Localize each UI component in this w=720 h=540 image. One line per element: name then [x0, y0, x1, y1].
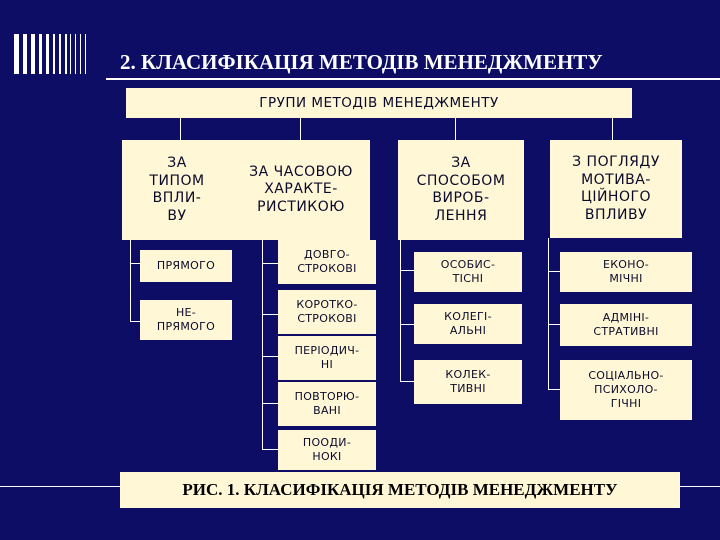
- method-collective: КОЛЕК- ТИВНІ: [414, 360, 522, 404]
- connector: [400, 238, 401, 382]
- connector: [548, 271, 560, 272]
- connector: [400, 270, 414, 271]
- slide-title: 2. КЛАСИФІКАЦІЯ МЕТОДІВ МЕНЕДЖМЕНТУ: [120, 50, 603, 74]
- connector: [400, 324, 414, 325]
- connector: [262, 314, 278, 315]
- methods-groups-header: ГРУПИ МЕТОДІВ МЕНЕДЖМЕНТУ: [126, 88, 632, 118]
- connector: [548, 238, 549, 390]
- method-single: ПООДИ- НОКІ: [278, 430, 376, 470]
- connector: [262, 263, 278, 264]
- category-by-motivation: З ПОГЛЯДУ МОТИВА- ЦІЙНОГО ВПЛИВУ: [550, 140, 682, 238]
- method-indirect: НЕ- ПРЯМОГО: [140, 300, 232, 340]
- connector: [262, 356, 278, 357]
- connector: [130, 263, 140, 264]
- method-collegial: КОЛЕГІ- АЛЬНІ: [414, 304, 522, 344]
- method-short-term: КОРОТКО- СТРОКОВІ: [278, 290, 376, 334]
- method-direct: ПРЯМОГО: [140, 250, 232, 282]
- method-periodic: ПЕРІОДИЧ- НІ: [278, 336, 376, 380]
- connector: [548, 389, 560, 390]
- category-by-time: ЗА ЧАСОВОЮ ХАРАКТЕ- РИСТИКОЮ: [232, 140, 370, 240]
- connector: [262, 449, 278, 450]
- connector: [130, 321, 140, 322]
- connector: [262, 238, 263, 450]
- title-underline: [106, 78, 720, 80]
- connector: [130, 238, 131, 322]
- category-by-influence-type: ЗА ТИПОМ ВПЛИ- ВУ: [122, 140, 232, 240]
- method-socio-psychological: СОЦІАЛЬНО- ПСИХОЛО- ГІЧНІ: [560, 360, 692, 420]
- connector: [262, 403, 278, 404]
- category-by-development: ЗА СПОСОБОМ ВИРОБ- ЛЕННЯ: [398, 140, 524, 240]
- connector: [548, 324, 560, 325]
- method-economic: ЕКОНО- МІЧНІ: [560, 252, 692, 292]
- method-personal: ОСОБИС- ТІСНІ: [414, 252, 522, 292]
- method-long-term: ДОВГО- СТРОКОВІ: [278, 240, 376, 284]
- connector: [400, 381, 414, 382]
- method-repeated: ПОВТОРЮ- ВАНІ: [278, 382, 376, 426]
- figure-caption: РИС. 1. КЛАСИФІКАЦІЯ МЕТОДІВ МЕНЕДЖМЕНТУ: [120, 472, 680, 508]
- method-administrative: АДМІНІ- СТРАТИВНІ: [560, 304, 692, 346]
